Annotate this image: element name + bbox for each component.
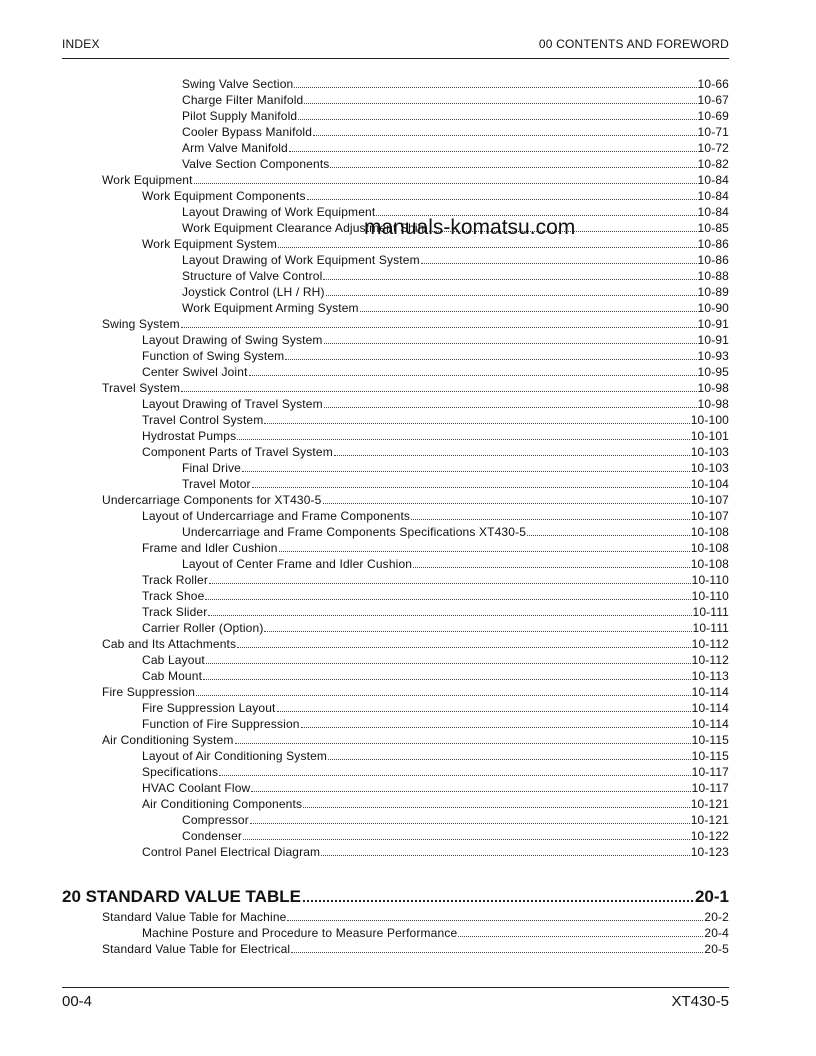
toc-entry-title: Layout of Undercarriage and Frame Components: [142, 509, 411, 523]
toc-entry-title: Swing Valve Section: [182, 77, 294, 91]
toc-entry[interactable]: [182, 140, 729, 156]
toc-entry-page: 10-114: [691, 685, 729, 699]
toc-entry[interactable]: [142, 588, 729, 604]
toc-entry[interactable]: [142, 604, 729, 620]
toc-entry-page: 10-86: [697, 237, 729, 251]
leader-dots: [307, 188, 697, 200]
leader-dots: [413, 556, 690, 568]
toc-entry-title: Fire Suppression Layout: [142, 701, 276, 715]
leader-dots: [249, 364, 697, 376]
toc-entry-title: HVAC Coolant Flow: [142, 781, 251, 795]
toc-entry[interactable]: [142, 620, 729, 636]
leader-dots: [237, 428, 689, 440]
leader-dots: [219, 764, 690, 776]
toc-entry[interactable]: [102, 941, 729, 957]
leader-dots: [203, 668, 691, 680]
toc-entry[interactable]: [142, 540, 729, 556]
toc-entry-page: 10-112: [691, 637, 729, 651]
leader-dots: [360, 300, 697, 312]
toc-entry[interactable]: [182, 76, 729, 92]
toc-entry-page: 10-67: [697, 93, 729, 107]
leader-dots: [411, 508, 690, 520]
toc-entry-page: 10-111: [692, 605, 729, 619]
toc-entry-title: Undercarriage and Frame Components Specifications XT430-5: [182, 525, 527, 539]
page-footer: [62, 993, 729, 1010]
toc-entry[interactable]: [182, 156, 729, 172]
toc-entry[interactable]: [102, 684, 729, 700]
toc-entry[interactable]: [182, 284, 729, 300]
toc-entry-page: 10-115: [691, 749, 729, 763]
toc-entry-page: 10-103: [690, 461, 729, 475]
toc-entry-page: 10-91: [697, 317, 729, 331]
toc-entry-title: Layout of Center Frame and Idler Cushion: [182, 557, 413, 571]
toc-entry-title: Work Equipment Arming System: [182, 301, 359, 315]
toc-entry-title: Arm Valve Manifold: [182, 141, 288, 155]
toc-entry-page: 10-98: [697, 381, 729, 395]
toc-entry[interactable]: [142, 444, 729, 460]
toc-entry-title: Specifications: [142, 765, 219, 779]
toc-entry-title: Work Equipment Components: [142, 189, 306, 203]
toc-entry-title: Cab Layout: [142, 653, 205, 667]
toc-entry[interactable]: [142, 412, 729, 428]
leader-dots: [277, 700, 691, 712]
toc-entry-title: Undercarriage Components for XT430-5: [102, 493, 322, 507]
leader-dots: [291, 941, 703, 953]
toc-entry-page: 10-89: [697, 285, 729, 299]
toc-entry-title: Cab Mount: [142, 669, 203, 683]
toc-entry-title: Standard Value Table for Machine: [102, 910, 287, 924]
toc-entry-page: 10-95: [697, 365, 729, 379]
leader-dots: [181, 316, 697, 328]
leader-dots: [301, 716, 691, 728]
toc-entry-page: 10-108: [690, 541, 729, 555]
leader-dots: [324, 332, 697, 344]
page-header: [62, 37, 729, 51]
toc-entry-page: 10-111: [692, 621, 729, 635]
leader-dots: [323, 268, 696, 280]
toc-entry[interactable]: [142, 668, 729, 684]
leader-dots: [279, 540, 690, 552]
toc-entry[interactable]: [102, 172, 729, 188]
toc-entry-page: 10-117: [691, 781, 729, 795]
toc-entry[interactable]: [102, 636, 729, 652]
toc-entry[interactable]: [182, 268, 729, 284]
toc-entry-page: 20-4: [704, 926, 729, 940]
toc-entry[interactable]: [142, 764, 729, 780]
leader-dots: [313, 124, 697, 136]
toc-entry-page: 10-86: [697, 253, 729, 267]
toc-entry-title: Travel System: [102, 381, 181, 395]
toc-entry[interactable]: [182, 828, 729, 844]
toc-entry-title: Layout Drawing of Work Equipment: [182, 205, 376, 219]
leader-dots: [289, 140, 697, 152]
toc-entry[interactable]: [142, 796, 729, 812]
header-right: 00 CONTENTS AND FOREWORD: [538, 37, 729, 51]
toc-entry-title: Center Swivel Joint: [142, 365, 248, 379]
toc-entry-title: Condenser: [182, 829, 243, 843]
leader-dots: [304, 92, 696, 104]
leader-dots: [264, 620, 691, 632]
toc-entry[interactable]: [142, 332, 729, 348]
leader-dots: [285, 348, 696, 360]
toc-entry-page: 10-69: [697, 109, 729, 123]
toc-entry-title: Track Shoe: [142, 589, 205, 603]
toc-entry-page: 10-103: [690, 445, 729, 459]
leader-dots: [298, 108, 696, 120]
toc-entry[interactable]: [142, 572, 729, 588]
toc-entry-page: 10-104: [690, 477, 729, 491]
toc-entry-page: 10-121: [690, 797, 729, 811]
toc-entry-page: 10-114: [691, 717, 729, 731]
toc-entry-title: Layout Drawing of Travel System: [142, 397, 323, 411]
toc-entry[interactable]: [142, 700, 729, 716]
toc-entry[interactable]: [142, 508, 729, 524]
toc-entry[interactable]: [102, 909, 729, 925]
toc-entry-page: 10-112: [691, 653, 729, 667]
toc-entry-title: Travel Control System: [142, 413, 264, 427]
leader-dots: [326, 284, 697, 296]
toc-entry-title: Frame and Idler Cushion: [142, 541, 278, 555]
toc-entry[interactable]: [182, 556, 729, 572]
toc-entry-page: 10-122: [690, 829, 729, 843]
toc-entry-title: Swing System: [102, 317, 180, 331]
toc-entry[interactable]: [142, 652, 729, 668]
toc-entry-page: 20-2: [704, 910, 729, 924]
toc-entry-title: Function of Fire Suppression: [142, 717, 300, 731]
leader-dots: [303, 796, 690, 808]
toc-entry[interactable]: [142, 188, 729, 204]
toc-entry[interactable]: [182, 92, 729, 108]
toc-entry-page: 10-72: [697, 141, 729, 155]
leader-dots: [294, 76, 696, 88]
toc-entry-title: Valve Section Components: [182, 157, 330, 171]
section-title: 20 STANDARD VALUE TABLE: [62, 887, 301, 906]
toc-entry-title: Work Equipment Clearance Adjustment Shim: [182, 221, 428, 235]
toc-entry-title: Joystick Control (LH / RH): [182, 285, 325, 299]
toc-entry-title: Layout Drawing of Swing System: [142, 333, 323, 347]
leader-dots: [328, 748, 691, 760]
toc-entry-page: 10-123: [690, 845, 729, 859]
toc-entry-title: Component Parts of Travel System: [142, 445, 333, 459]
leader-dots: [334, 444, 690, 456]
leader-dots: [181, 380, 696, 392]
toc-entry-title: Air Conditioning System: [102, 733, 234, 747]
toc-entry[interactable]: [142, 780, 729, 796]
leader-dots: [235, 732, 691, 744]
leader-dots: [303, 884, 693, 902]
toc-entry-title: Control Panel Electrical Diagram: [142, 845, 321, 859]
toc-entry-page: 10-117: [691, 765, 729, 779]
toc-entry[interactable]: [142, 396, 729, 412]
toc-entry-page: 10-100: [690, 413, 729, 427]
leader-dots: [242, 460, 690, 472]
toc-entry-title: Air Conditioning Components: [142, 797, 303, 811]
toc-entry-page: 10-93: [697, 349, 729, 363]
toc-entry-title: Fire Suppression: [102, 685, 196, 699]
leader-dots: [330, 156, 696, 168]
toc-entry-page: 10-113: [691, 669, 729, 683]
toc-entry[interactable]: [142, 428, 729, 444]
toc-entry-title: Compressor: [182, 813, 249, 827]
toc-entry-page: 10-110: [691, 573, 729, 587]
leader-dots: [205, 588, 690, 600]
leader-dots: [251, 780, 690, 792]
toc-entry-title: Hydrostat Pumps: [142, 429, 237, 443]
toc-entry-page: 10-108: [690, 525, 729, 539]
toc-entry-page: 10-66: [697, 77, 729, 91]
leader-dots: [206, 652, 691, 664]
toc-entry-page: 10-84: [697, 205, 729, 219]
toc-entry-page: 10-82: [697, 157, 729, 171]
toc-entry[interactable]: [182, 460, 729, 476]
toc-entry-page: 10-85: [697, 221, 729, 235]
toc-entry-title: Layout of Air Conditioning System: [142, 749, 328, 763]
toc-entry[interactable]: [182, 300, 729, 316]
toc-entry-page: 10-107: [690, 493, 729, 507]
toc-entry-title: Track Roller: [142, 573, 209, 587]
toc-entry-title: Charge Filter Manifold: [182, 93, 304, 107]
section-heading-20[interactable]: [62, 884, 729, 908]
toc-entry-page: 10-108: [690, 557, 729, 571]
toc-entry-title: Function of Swing System: [142, 349, 285, 363]
toc-entry[interactable]: [142, 925, 729, 941]
toc-entry-title: Cab and Its Attachments: [102, 637, 237, 651]
toc-entry-page: 10-98: [697, 397, 729, 411]
toc-entry-page: 10-91: [697, 333, 729, 347]
section-page: 20-1: [694, 887, 729, 906]
toc-entry[interactable]: [102, 380, 729, 396]
leader-dots: [252, 476, 690, 488]
leader-dots: [458, 925, 703, 937]
toc-entry-title: Work Equipment System: [142, 237, 277, 251]
leader-dots: [287, 909, 703, 921]
toc-entry[interactable]: [182, 252, 729, 268]
toc-entry-title: Machine Posture and Procedure to Measure Performance: [142, 926, 458, 940]
toc-entry-title: Track Slider: [142, 605, 208, 619]
toc-entry[interactable]: [142, 748, 729, 764]
footer-page-number: 00-4: [62, 993, 93, 1010]
toc-entry[interactable]: [142, 348, 729, 364]
leader-dots: [321, 844, 690, 856]
leader-dots: [208, 604, 691, 616]
leader-dots: [243, 828, 690, 840]
leader-dots: [421, 252, 697, 264]
toc-entry-page: 20-5: [704, 942, 729, 956]
toc-entry-page: 10-84: [697, 189, 729, 203]
toc-entry-page: 10-115: [691, 733, 729, 747]
toc-entry[interactable]: [182, 812, 729, 828]
leader-dots: [237, 636, 690, 648]
toc-entry-title: Standard Value Table for Electrical: [102, 942, 291, 956]
footer-rule: [62, 987, 729, 988]
toc-entry-title: Layout Drawing of Work Equipment System: [182, 253, 420, 267]
leader-dots: [323, 492, 690, 504]
toc-entry-page: 10-121: [690, 813, 729, 827]
leader-dots: [527, 524, 690, 536]
leader-dots: [376, 204, 696, 216]
toc-entry[interactable]: [102, 732, 729, 748]
watermark: manuals-komatsu.com: [364, 216, 576, 239]
toc-entry[interactable]: [182, 108, 729, 124]
toc-entry[interactable]: [102, 316, 729, 332]
toc-entry[interactable]: [182, 524, 729, 540]
toc-entry-page: 10-90: [697, 301, 729, 315]
toc-entry-title: Final Drive: [182, 461, 241, 475]
leader-dots: [264, 412, 689, 424]
leader-dots: [194, 172, 697, 184]
toc-entry-title: Cooler Bypass Manifold: [182, 125, 313, 139]
toc-entry-page: 10-88: [697, 269, 729, 283]
toc-entry-title: Travel Motor: [182, 477, 251, 491]
header-left: INDEX: [62, 37, 100, 51]
toc-entry-page: 10-107: [690, 509, 729, 523]
toc-entry[interactable]: [142, 364, 729, 380]
toc-entry-page: 10-114: [691, 701, 729, 715]
leader-dots: [196, 684, 691, 696]
toc-entry-page: 10-101: [690, 429, 729, 443]
leader-dots: [324, 396, 697, 408]
toc-entry-title: Work Equipment: [102, 173, 193, 187]
toc-entry-page: 10-71: [697, 125, 729, 139]
toc-entry[interactable]: [142, 844, 729, 860]
toc-entry[interactable]: [102, 492, 729, 508]
toc-entry-page: 10-110: [691, 589, 729, 603]
toc-entry[interactable]: [182, 476, 729, 492]
footer-model: XT430-5: [671, 993, 729, 1010]
toc-entry[interactable]: [142, 716, 729, 732]
toc-entry-title: Pilot Supply Manifold: [182, 109, 298, 123]
toc-entry-page: 10-84: [697, 173, 729, 187]
toc-entry-title: Structure of Valve Control: [182, 269, 323, 283]
toc-entry-title: Carrier Roller (Option): [142, 621, 264, 635]
toc-entry[interactable]: [182, 124, 729, 140]
leader-dots: [250, 812, 690, 824]
leader-dots: [209, 572, 691, 584]
header-rule: [62, 58, 729, 59]
